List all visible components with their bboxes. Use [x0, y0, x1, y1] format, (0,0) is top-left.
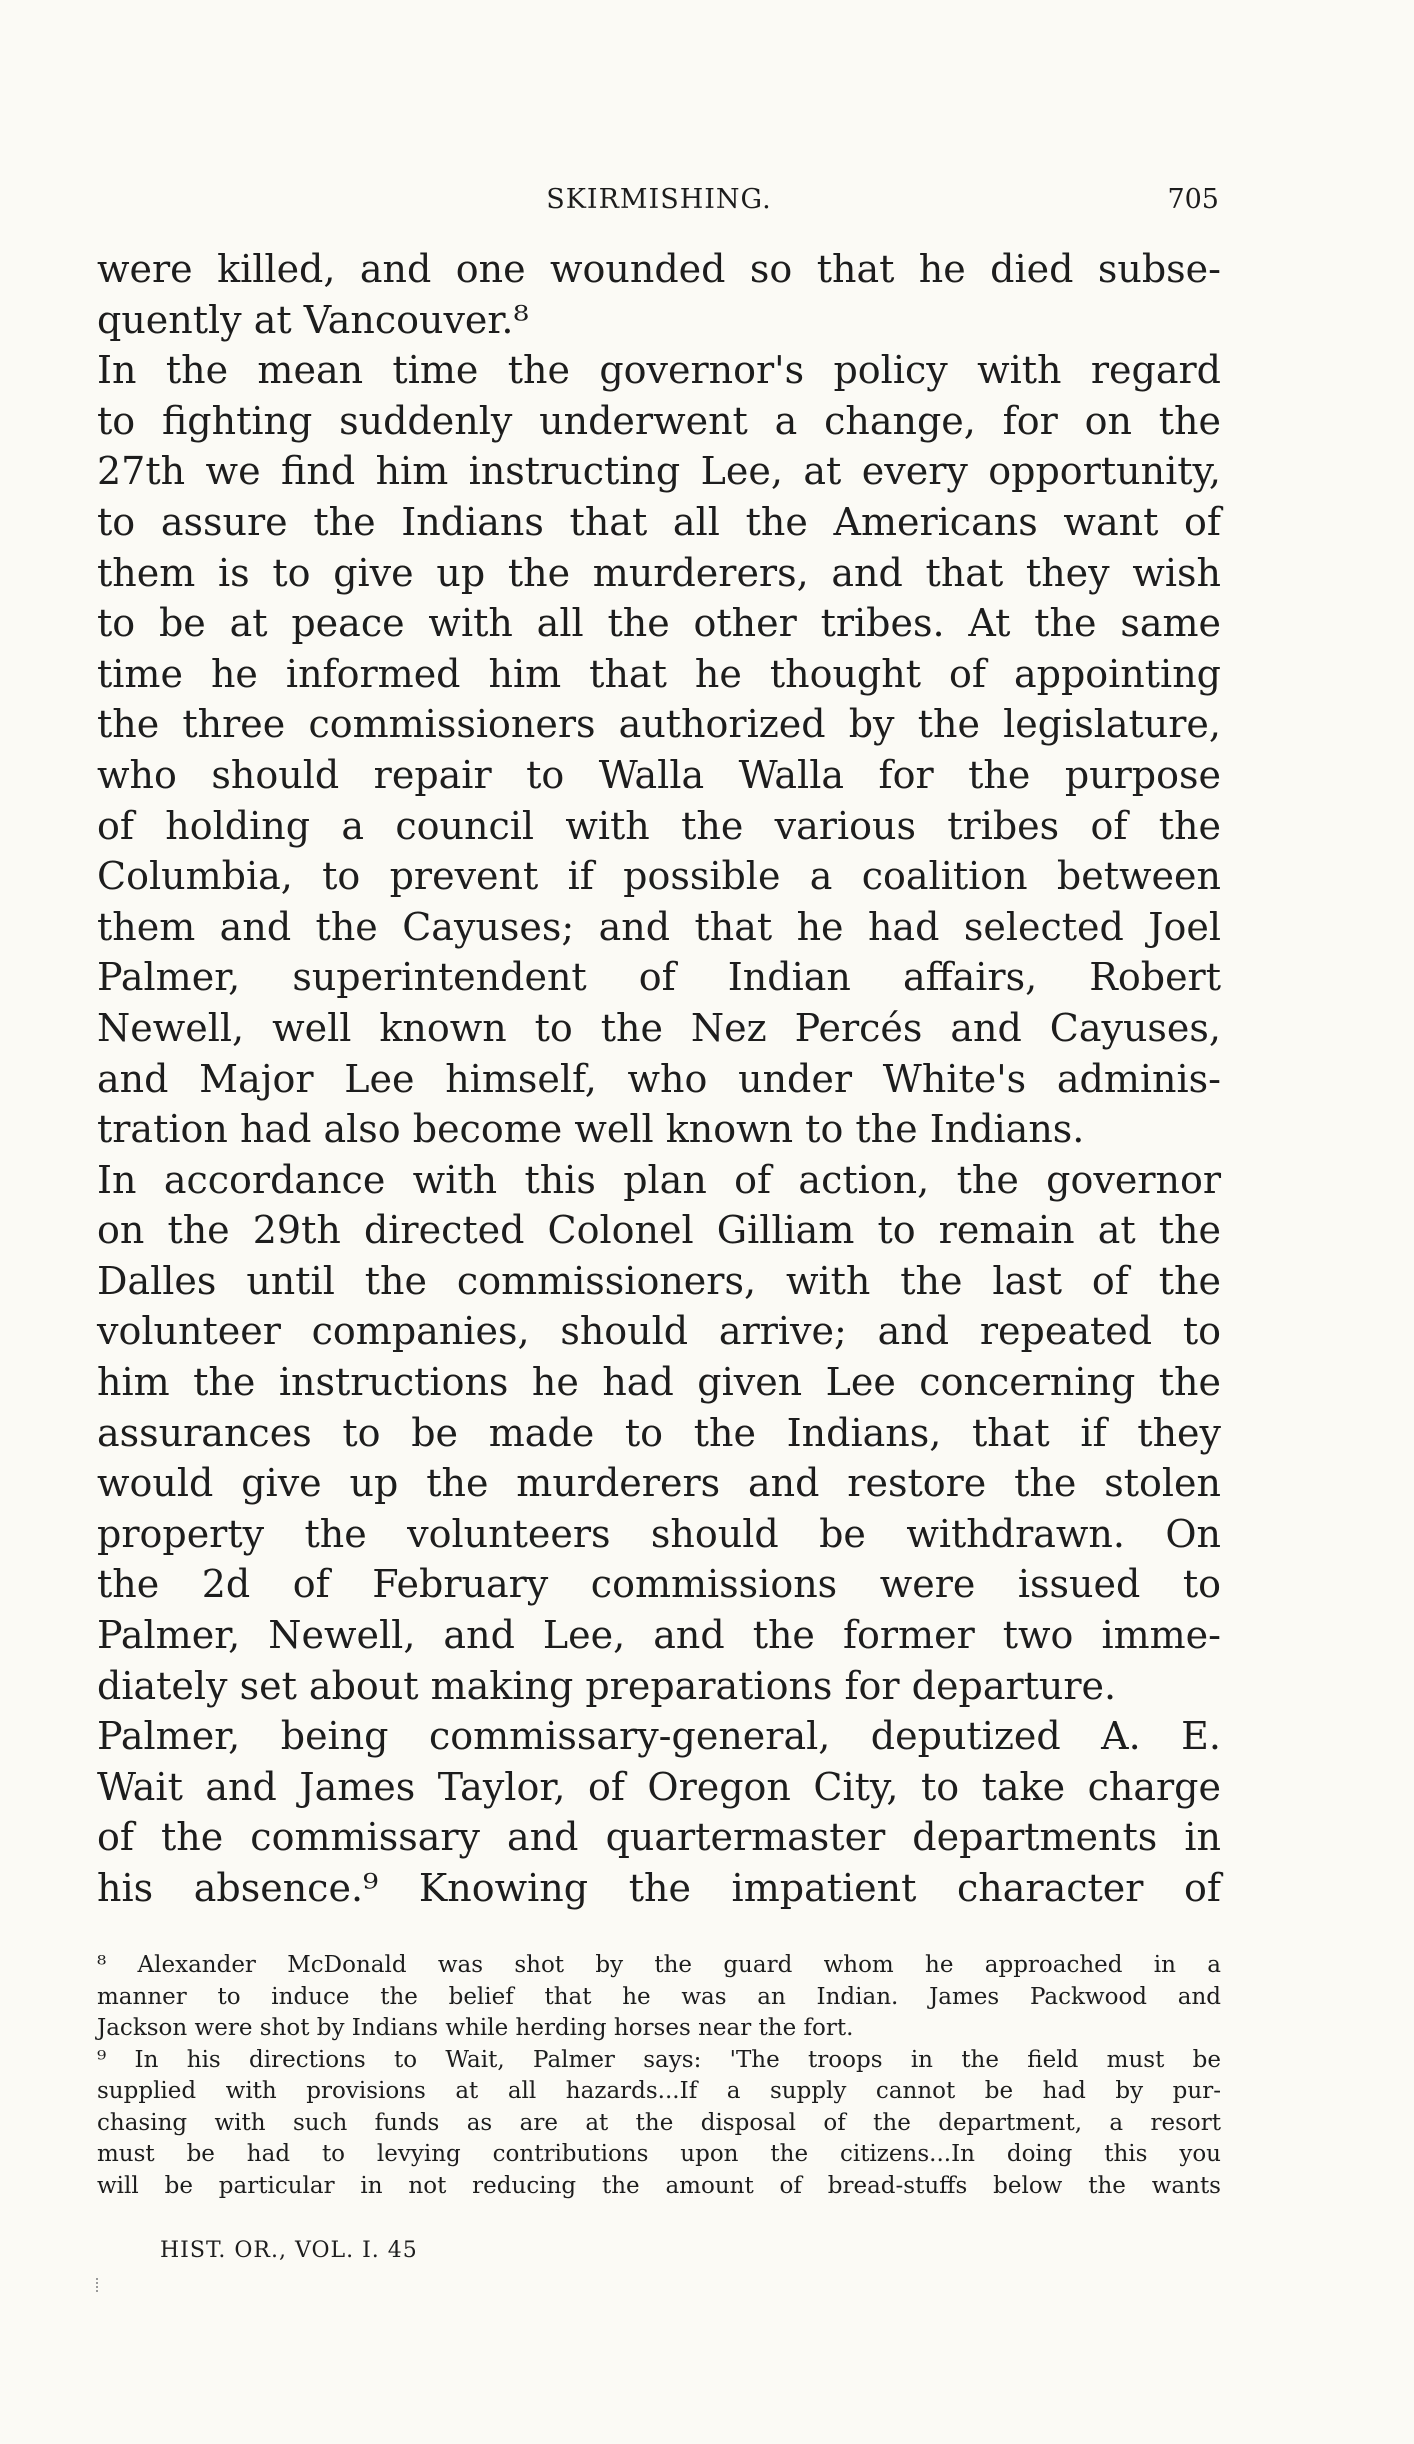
body-line: volunteer companies, should arrive; and repeated to: [97, 1309, 1221, 1354]
body-line: Palmer, being commissary-general, deputized A. E.: [97, 1714, 1221, 1759]
body-line: them and the Cayuses; and that he had selected Joel: [97, 904, 1221, 949]
page-header: [97, 180, 1221, 224]
body-line: of the commissary and quartermaster departments in: [97, 1815, 1221, 1860]
body-line: Newell, well known to the Nez Percés and Cayuses,: [97, 1005, 1221, 1050]
body-text: [97, 244, 1221, 1914]
body-line: would give up the murderers and restore the stolen: [97, 1461, 1221, 1506]
footnote-line: manner to induce the belief that he was an Indian. James Packwood and: [97, 1983, 1221, 2010]
footnote-line: supplied with provisions at all hazards...If a supply cannot be had by pur-: [97, 2078, 1221, 2104]
body-line: Palmer, Newell, and Lee, and the former two imme-: [97, 1613, 1221, 1658]
signature-mark: HIST. OR., VOL. I. 45: [160, 2238, 418, 2263]
footnote-line: ⁹ In his directions to Wait, Palmer says: 'The troops in the field must be: [97, 2046, 1221, 2073]
body-line: the 2d of February commissions were issued to: [97, 1562, 1221, 1607]
body-line: to assure the Indians that all the Americans want of: [97, 499, 1221, 544]
body-line: assurances to be made to the Indians, that if they: [97, 1410, 1221, 1455]
body-line: property the volunteers should be withdrawn. On: [97, 1511, 1221, 1556]
body-line: time he informed him that he thought of appointing: [97, 651, 1221, 696]
body-line: to be at peace with all the other tribes. At the same: [97, 601, 1221, 646]
body-line: Wait and James Taylor, of Oregon City, to take charge: [97, 1764, 1221, 1809]
body-line: Columbia, to prevent if possible a coalition between: [97, 854, 1221, 899]
body-line: In accordance with this plan of action, the governor: [97, 1157, 1221, 1202]
page-number: 705: [1167, 184, 1219, 215]
footnote-line: Jackson were shot by Indians while herding horses near the fort.: [97, 2015, 854, 2041]
running-head: SKIRMISHING.: [546, 184, 772, 215]
paper-speck: [96, 2278, 103, 2292]
body-line: 27th we find him instructing Lee, at every opportunity,: [97, 449, 1221, 494]
body-line: who should repair to Walla Walla for the purpose: [97, 752, 1221, 797]
body-line: him the instructions he had given Lee concerning the: [97, 1360, 1221, 1405]
body-line: Palmer, superintendent of Indian affairs, Robert: [97, 955, 1221, 1000]
footnote-line: must be had to levying contributions upon the citizens...In doing this you: [97, 2141, 1221, 2167]
body-line: them is to give up the murderers, and that they wish: [97, 550, 1221, 595]
footnote-line: will be particular in not reducing the amount of bread-stuffs below the wants: [97, 2172, 1221, 2199]
body-line: diately set about making preparations for departure.: [97, 1663, 1117, 1708]
body-line: tration had also become well known to the Indians.: [97, 1107, 1085, 1152]
body-line: to fighting suddenly underwent a change, for on the: [97, 398, 1221, 443]
body-line: quently at Vancouver.⁸: [97, 297, 529, 342]
footnotes: [97, 1950, 1221, 2202]
body-line: and Major Lee himself, who under White's adminis-: [97, 1056, 1221, 1101]
body-line: Dalles until the commissioners, with the last of the: [97, 1258, 1221, 1303]
body-line: In the mean time the governor's policy with regard: [97, 348, 1221, 393]
footnote-line: ⁸ Alexander McDonald was shot by the guard whom he approached in a: [97, 1952, 1221, 1978]
footnote-line: chasing with such funds as are at the disposal of the department, a resort: [97, 2109, 1221, 2136]
body-line: of holding a council with the various tribes of the: [97, 803, 1221, 848]
body-line: the three commissioners authorized by the legislature,: [97, 702, 1221, 747]
body-line: on the 29th directed Colonel Gilliam to remain at the: [97, 1208, 1221, 1253]
body-line: were killed, and one wounded so that he died subse-: [97, 247, 1221, 291]
body-line: his absence.⁹ Knowing the impatient character of: [97, 1866, 1221, 1910]
